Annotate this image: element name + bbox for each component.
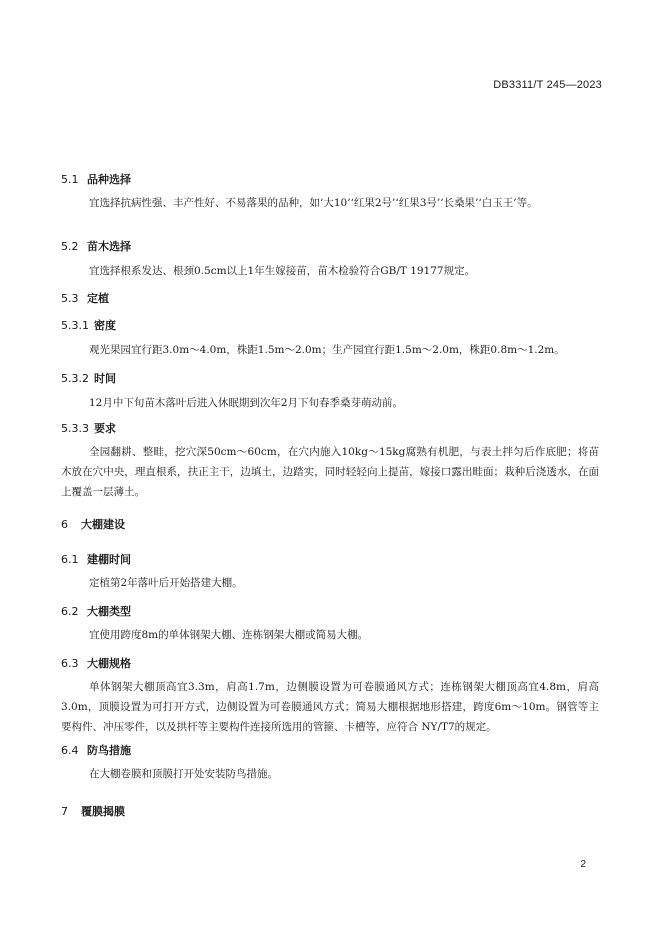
- section-number: 5.3.3: [61, 422, 89, 435]
- section-heading-7: [61, 803, 125, 819]
- section-number: 7: [61, 805, 68, 818]
- section-paragraph-5-3-2: 12月中下旬苗木落叶后进入休眠期到次年2月下旬春季桑芽萌动前。: [89, 397, 404, 409]
- section-title: 建棚时间: [87, 553, 131, 566]
- section-heading-5-3-1: [61, 317, 116, 333]
- section-number: 6.1: [61, 553, 79, 566]
- section-title: 要求: [94, 422, 116, 435]
- section-title: 防鸟措施: [87, 744, 131, 757]
- section-title: 大棚类型: [87, 605, 131, 618]
- section-number: 6.3: [61, 657, 79, 670]
- section-number: 5.1: [61, 173, 79, 186]
- section-heading-6: [61, 516, 125, 532]
- section-title: 品种选择: [87, 173, 131, 186]
- section-heading-6-4: [61, 742, 131, 758]
- section-number: 5.2: [61, 240, 79, 253]
- section-heading-6-3: [61, 655, 131, 671]
- section-heading-5-3-3: [61, 420, 116, 436]
- page-number: 2: [580, 859, 586, 870]
- section-number: 6.2: [61, 605, 79, 618]
- section-paragraph-5-1: 宜选择抗病性强、丰产性好、不易落果的品种，如‘大10’‘红果2号’‘红果3号’‘长桑果’‘白玉王’等。: [89, 197, 538, 209]
- section-paragraph-5-3-3: 全园翻耕、整畦，挖穴深50cm～60cm，在穴内施入10kg～15kg腐熟有机肥，与表土拌匀后作底肥；将苗木放在穴中央，理直根系，扶正主干，边填土，边踏实，同时轻轻向上提苗，嫁接口露出畦面；栽种后浇透水，在面上覆盖一层薄土。: [61, 446, 599, 498]
- section-paragraph-6-1: 定植第2年落叶后开始搭建大棚。: [89, 577, 243, 589]
- section-heading-6-2: [61, 603, 131, 619]
- section-title: 大棚建设: [81, 518, 125, 531]
- section-number: 6: [61, 518, 68, 531]
- section-heading-5-2: [61, 238, 131, 254]
- section-heading-5-3: [61, 290, 109, 306]
- section-number: 5.3.1: [61, 319, 89, 332]
- section-title: 苗木选择: [87, 240, 131, 253]
- section-number: 5.3: [61, 292, 79, 305]
- section-title: 时间: [94, 372, 116, 385]
- section-paragraph-6-2: 宜使用跨度8m的单体钢架大棚、连栋钢架大棚或简易大棚。: [89, 629, 369, 641]
- section-title: 大棚规格: [87, 657, 131, 670]
- section-number: 5.3.2: [61, 372, 89, 385]
- section-heading-5-1: [61, 171, 131, 187]
- section-paragraph-5-3-1: 观光果园宜行距3.0m～4.0m，株距1.5m～2.0m；生产园宜行距1.5m～2.0m，株距0.8m～1.2m。: [89, 344, 565, 356]
- document-code: DB3311/T 245—2023: [493, 79, 602, 91]
- section-heading-5-3-2: [61, 370, 116, 386]
- section-paragraph-6-3: 单体钢架大棚顶高宜3.3m，肩高1.7m，边侧膜设置为可卷膜通风方式；连栋钢架大棚顶高宜4.8m，肩高3.0m，顶膜设置为可打开方式，边侧设置为可卷膜通风方式；简易大棚根据地形搭建，跨度6m～10m。钢管等主要构件、冲压零件，以及拱杆等主要构件连接所选用的管箍、卡槽等，应符合 NY/T7的规定。: [61, 681, 599, 733]
- section-paragraph-5-2: 宜选择根系发达、根颈0.5cm以上1年生嫁接苗，苗木检验符合GB/T 19177规定。: [89, 265, 476, 277]
- section-heading-6-1: [61, 551, 131, 567]
- section-title: 覆膜揭膜: [81, 805, 125, 818]
- section-title: 密度: [94, 319, 116, 332]
- section-number: 6.4: [61, 744, 79, 757]
- section-title: 定植: [87, 292, 109, 305]
- section-paragraph-6-4: 在大棚卷膜和顶膜打开处安装防鸟措施。: [89, 768, 278, 780]
